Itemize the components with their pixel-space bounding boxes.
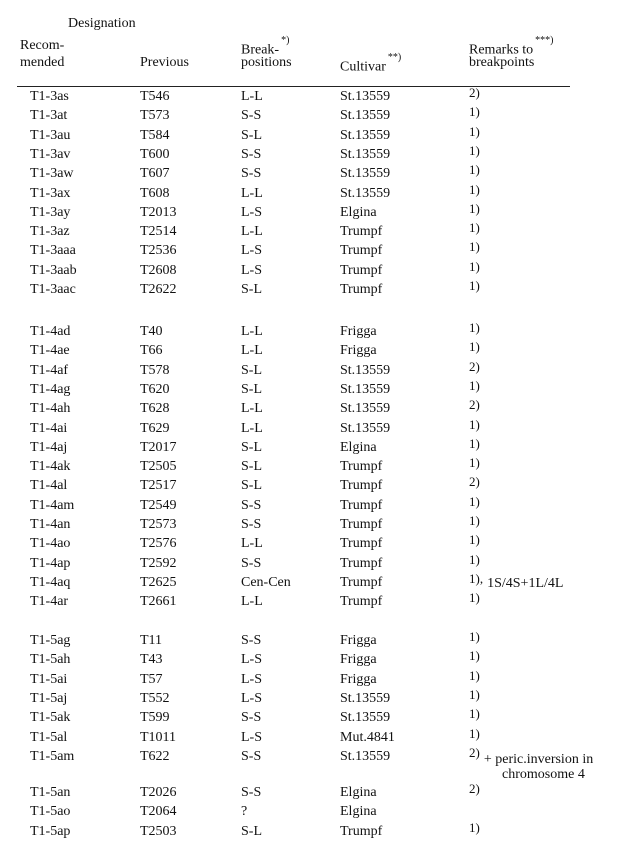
previous-cell: T2064 <box>140 804 177 819</box>
table-row <box>0 436 635 459</box>
remark-note: + peric.inversion in <box>483 752 594 767</box>
breakpositions-cell: ? <box>241 804 248 819</box>
table-row <box>0 143 635 166</box>
table-row <box>0 124 635 147</box>
break-footnote-mark: *) <box>281 35 290 46</box>
remark-note-continued: chromosome 4 <box>502 767 585 782</box>
remark-mark: 2) <box>469 745 480 760</box>
remarks-cell <box>469 532 480 553</box>
recommended-cell: T1-4ag <box>30 382 71 397</box>
remark-mark: 1) <box>469 455 480 470</box>
remarks-cell <box>469 239 480 260</box>
table-row <box>0 182 635 205</box>
recommended-cell: T1-3au <box>30 128 71 143</box>
remark-mark: 1) <box>469 162 480 177</box>
breakpositions-cell: S-L <box>241 440 262 455</box>
breakpositions-cell: L-S <box>241 652 262 667</box>
breakpositions-cell: S-S <box>241 633 262 648</box>
recommended-cell: T1-5ao <box>30 804 71 819</box>
remark-mark: 1) <box>469 339 480 354</box>
remarks-cell <box>469 781 480 802</box>
recommended-cell: T1-3ay <box>30 205 71 220</box>
recommended-cell: T1-4aq <box>30 575 71 590</box>
table-row <box>0 590 635 613</box>
table-row <box>0 220 635 243</box>
table-row <box>0 781 635 804</box>
recommended-cell: T1-5al <box>30 730 68 745</box>
previous-cell: T11 <box>140 633 163 648</box>
previous-cell: T2505 <box>140 459 177 474</box>
cultivar-cell: Trumpf <box>340 556 383 571</box>
recommended-heading-line2: mended <box>20 55 65 70</box>
recommended-cell: T1-4al <box>30 478 68 493</box>
recommended-cell: T1-5aj <box>30 691 68 706</box>
break-label: Break- <box>241 42 280 58</box>
cultivar-cell: St.13559 <box>340 186 391 201</box>
header-divider <box>17 86 570 87</box>
cultivar-cell: St.13559 <box>340 710 391 725</box>
remarks-cell <box>469 278 480 299</box>
breakpositions-cell: L-L <box>241 536 263 551</box>
cultivar-cell: Trumpf <box>340 575 383 590</box>
remarks-heading-line2: breakpoints <box>469 55 535 70</box>
table-row <box>0 804 635 823</box>
previous-cell: T629 <box>140 421 170 436</box>
recommended-cell: T1-3aab <box>30 263 77 278</box>
table-row <box>0 397 635 420</box>
table-row <box>0 745 635 782</box>
breakpositions-cell: S-L <box>241 282 262 297</box>
table-row <box>0 378 635 401</box>
remarks-label: Remarks to <box>469 42 534 58</box>
recommended-cell: T1-4ak <box>30 459 71 474</box>
table-row <box>0 494 635 517</box>
previous-cell: T2517 <box>140 478 177 493</box>
cultivar-cell: St.13559 <box>340 749 391 764</box>
breakpositions-cell: L-S <box>241 243 262 258</box>
cultivar-cell: Trumpf <box>340 594 383 609</box>
table-row <box>0 259 635 282</box>
recommended-cell: T1-4ao <box>30 536 71 551</box>
breakpositions-cell: S-S <box>241 166 262 181</box>
breakpositions-cell: S-S <box>241 710 262 725</box>
previous-cell: T66 <box>140 343 163 358</box>
previous-cell: T628 <box>140 401 170 416</box>
previous-cell: T57 <box>140 672 163 687</box>
remark-mark: 1) <box>469 590 480 605</box>
previous-cell: T2608 <box>140 263 177 278</box>
remark-mark: 2) <box>469 397 480 412</box>
breakpositions-cell: L-L <box>241 421 263 436</box>
remark-mark: 1) <box>469 220 480 235</box>
cultivar-cell: St.13559 <box>340 691 391 706</box>
previous-cell: T608 <box>140 186 170 201</box>
breakpositions-cell: L-L <box>241 594 263 609</box>
cultivar-cell: Frigga <box>340 672 377 687</box>
cultivar-cell: St.13559 <box>340 89 391 104</box>
previous-cell: T620 <box>140 382 170 397</box>
previous-cell: T2017 <box>140 440 177 455</box>
table-row <box>0 706 635 729</box>
table-row <box>0 201 635 224</box>
cultivar-cell: Trumpf <box>340 282 383 297</box>
remarks-cell <box>469 648 480 669</box>
recommended-cell: T1-4af <box>30 363 69 378</box>
cultivar-footnote-mark: **) <box>387 52 402 63</box>
previous-cell: T2661 <box>140 594 177 609</box>
cultivar-cell: Mut.4841 <box>340 730 395 745</box>
remark-mark: 1) <box>469 668 480 683</box>
remark-mark: 1) <box>469 378 480 393</box>
remark-mark: 1) <box>469 648 480 663</box>
cultivar-cell: Trumpf <box>340 459 383 474</box>
recommended-cell: T1-5ag <box>30 633 71 648</box>
remark-mark: 1), <box>469 571 484 586</box>
cultivar-label: Cultivar <box>340 59 386 75</box>
remarks-cell <box>469 339 480 360</box>
recommended-cell: T1-3av <box>30 147 71 162</box>
cultivar-cell: Elgina <box>340 785 377 800</box>
cultivar-cell: St.13559 <box>340 382 391 397</box>
remark-mark: 1) <box>469 629 480 644</box>
recommended-cell: T1-4ap <box>30 556 71 571</box>
previous-cell: T2013 <box>140 205 177 220</box>
breakpositions-cell: L-S <box>241 263 262 278</box>
previous-cell: T43 <box>140 652 163 667</box>
recommended-cell: T1-5ai <box>30 672 68 687</box>
table-row <box>0 532 635 555</box>
breakpositions-cell: L-L <box>241 89 263 104</box>
previous-cell: T622 <box>140 749 170 764</box>
previous-cell: T2622 <box>140 282 177 297</box>
remark-mark: 1) <box>469 494 480 509</box>
previous-cell: T600 <box>140 147 170 162</box>
table-row <box>0 239 635 262</box>
table-row <box>0 571 635 594</box>
cultivar-cell: Frigga <box>340 633 377 648</box>
cultivar-cell: Frigga <box>340 343 377 358</box>
table-row <box>0 726 635 749</box>
recommended-cell: T1-5am <box>30 749 75 764</box>
remarks-cell <box>469 590 480 611</box>
remarks-footnote-mark: ***) <box>535 35 554 46</box>
remark-mark: 1) <box>469 201 480 216</box>
table-row <box>0 820 635 843</box>
remarks-cell <box>469 474 480 495</box>
remarks-cell <box>469 820 480 841</box>
breakpositions-cell: S-S <box>241 517 262 532</box>
breakpositions-cell: S-L <box>241 459 262 474</box>
cultivar-cell: Trumpf <box>340 263 383 278</box>
table-row <box>0 455 635 478</box>
cultivar-cell: Frigga <box>340 324 377 339</box>
previous-cell: T552 <box>140 691 170 706</box>
breakpositions-cell: S-L <box>241 478 262 493</box>
remark-mark: 2) <box>469 474 480 489</box>
remark-mark: 1) <box>469 820 480 835</box>
remark-mark: 1) <box>469 143 480 158</box>
cultivar-cell: Elgina <box>340 205 377 220</box>
breakpositions-cell: S-S <box>241 749 262 764</box>
previous-cell: T2576 <box>140 536 177 551</box>
recommended-cell: T1-4ai <box>30 421 68 436</box>
remark-mark: 1) <box>469 706 480 721</box>
breakpositions-cell: L-L <box>241 343 263 358</box>
previous-cell: T40 <box>140 324 163 339</box>
recommended-cell: T1-4ae <box>30 343 70 358</box>
cultivar-cell: St.13559 <box>340 147 391 162</box>
recommended-cell: T1-3aac <box>30 282 76 297</box>
previous-cell: T607 <box>140 166 170 181</box>
breakpositions-cell: Cen-Cen <box>241 575 291 590</box>
cultivar-cell: St.13559 <box>340 421 391 436</box>
breakpositions-cell: L-L <box>241 186 263 201</box>
remarks-cell <box>469 706 480 727</box>
table-row <box>0 629 635 652</box>
breakpositions-cell: S-L <box>241 382 262 397</box>
remark-mark: 1) <box>469 259 480 274</box>
recommended-cell: T1-5ah <box>30 652 71 667</box>
recommended-cell: T1-3ax <box>30 186 71 201</box>
recommended-cell: T1-4am <box>30 498 75 513</box>
recommended-cell: T1-5ak <box>30 710 71 725</box>
previous-cell: T2625 <box>140 575 177 590</box>
recommended-cell: T1-3at <box>30 108 68 123</box>
remark-mark: 1) <box>469 104 480 119</box>
recommended-cell: T1-3as <box>30 89 69 104</box>
breakpositions-cell: S-S <box>241 147 262 162</box>
recommended-heading-line1: Recom- <box>20 38 65 53</box>
remark-note: 1S/4S+1L/4L <box>487 576 564 591</box>
recommended-cell: T1-4ah <box>30 401 71 416</box>
cultivar-cell: Trumpf <box>340 224 383 239</box>
cultivar-heading <box>340 52 402 76</box>
previous-cell: T578 <box>140 363 170 378</box>
designation-heading: Designation <box>68 16 136 31</box>
breakpositions-cell: S-L <box>241 128 262 143</box>
previous-cell: T573 <box>140 108 170 123</box>
previous-cell: T599 <box>140 710 170 725</box>
remark-mark: 1) <box>469 513 480 528</box>
breakpositions-cell: S-L <box>241 824 262 839</box>
remark-mark: 1) <box>469 417 480 432</box>
breakpositions-cell: S-S <box>241 108 262 123</box>
recommended-cell: T1-3aaa <box>30 243 76 258</box>
breakpositions-cell: L-L <box>241 224 263 239</box>
table-row <box>0 474 635 497</box>
breakpositions-cell: S-S <box>241 785 262 800</box>
previous-cell: T2503 <box>140 824 177 839</box>
previous-cell: T546 <box>140 89 170 104</box>
previous-cell: T2026 <box>140 785 177 800</box>
table-row <box>0 278 635 301</box>
table-row <box>0 687 635 710</box>
recommended-cell: T1-4ar <box>30 594 69 609</box>
remarks-cell <box>469 104 480 125</box>
cultivar-cell: Trumpf <box>340 824 383 839</box>
remarks-cell <box>469 745 594 767</box>
remark-mark: 1) <box>469 726 480 741</box>
cultivar-cell: St.13559 <box>340 108 391 123</box>
remark-mark: 1) <box>469 320 480 335</box>
breakpositions-cell: L-S <box>241 691 262 706</box>
remark-mark: 1) <box>469 278 480 293</box>
table-row <box>0 668 635 691</box>
recommended-cell: T1-4aj <box>30 440 68 455</box>
remark-mark: 2) <box>469 781 480 796</box>
cultivar-cell: Trumpf <box>340 478 383 493</box>
remark-mark: 1) <box>469 552 480 567</box>
cultivar-cell: Trumpf <box>340 517 383 532</box>
remark-mark: 1) <box>469 532 480 547</box>
previous-cell: T1011 <box>140 730 177 745</box>
breakpositions-cell: L-L <box>241 324 263 339</box>
table-row <box>0 513 635 536</box>
cultivar-cell: Frigga <box>340 652 377 667</box>
remarks-cell <box>469 162 480 183</box>
remark-mark: 1) <box>469 239 480 254</box>
previous-cell: T584 <box>140 128 170 143</box>
previous-heading: Previous <box>140 55 189 70</box>
cultivar-cell: St.13559 <box>340 401 391 416</box>
cultivar-cell: Trumpf <box>340 498 383 513</box>
remark-mark: 1) <box>469 687 480 702</box>
table-row <box>0 648 635 671</box>
breakpositions-heading-line2: positions <box>241 55 292 70</box>
table-row <box>0 417 635 440</box>
cultivar-cell: Elgina <box>340 804 377 819</box>
cultivar-cell: Trumpf <box>340 536 383 551</box>
table-row <box>0 162 635 185</box>
previous-cell: T2514 <box>140 224 177 239</box>
cultivar-cell: St.13559 <box>340 166 391 181</box>
remark-mark: 1) <box>469 436 480 451</box>
table-row <box>0 359 635 382</box>
remarks-cell <box>469 571 564 592</box>
previous-cell: T2592 <box>140 556 177 571</box>
recommended-cell: T1-4ad <box>30 324 71 339</box>
cultivar-cell: St.13559 <box>340 128 391 143</box>
table-row <box>0 104 635 127</box>
recommended-cell: T1-5an <box>30 785 71 800</box>
recommended-cell: T1-3aw <box>30 166 74 181</box>
breakpositions-cell: L-L <box>241 401 263 416</box>
remark-mark: 1) <box>469 124 480 139</box>
breakpositions-cell: S-S <box>241 556 262 571</box>
recommended-cell: T1-5ap <box>30 824 71 839</box>
recommended-cell: T1-4an <box>30 517 71 532</box>
breakpositions-cell: S-S <box>241 498 262 513</box>
remark-mark: 2) <box>469 85 480 100</box>
remark-mark: 2) <box>469 359 480 374</box>
remarks-cell <box>469 397 480 418</box>
table-row <box>0 552 635 575</box>
previous-cell: T2549 <box>140 498 177 513</box>
previous-cell: T2573 <box>140 517 177 532</box>
recommended-cell: T1-3az <box>30 224 70 239</box>
breakpositions-cell: L-S <box>241 730 262 745</box>
breakpositions-cell: L-S <box>241 205 262 220</box>
table-row <box>0 339 635 362</box>
cultivar-cell: St.13559 <box>340 363 391 378</box>
previous-cell: T2536 <box>140 243 177 258</box>
table-row <box>0 85 635 108</box>
table-row <box>0 320 635 343</box>
breakpositions-cell: S-L <box>241 363 262 378</box>
remark-mark: 1) <box>469 182 480 197</box>
cultivar-cell: Trumpf <box>340 243 383 258</box>
breakpositions-cell: L-S <box>241 672 262 687</box>
cultivar-cell: Elgina <box>340 440 377 455</box>
